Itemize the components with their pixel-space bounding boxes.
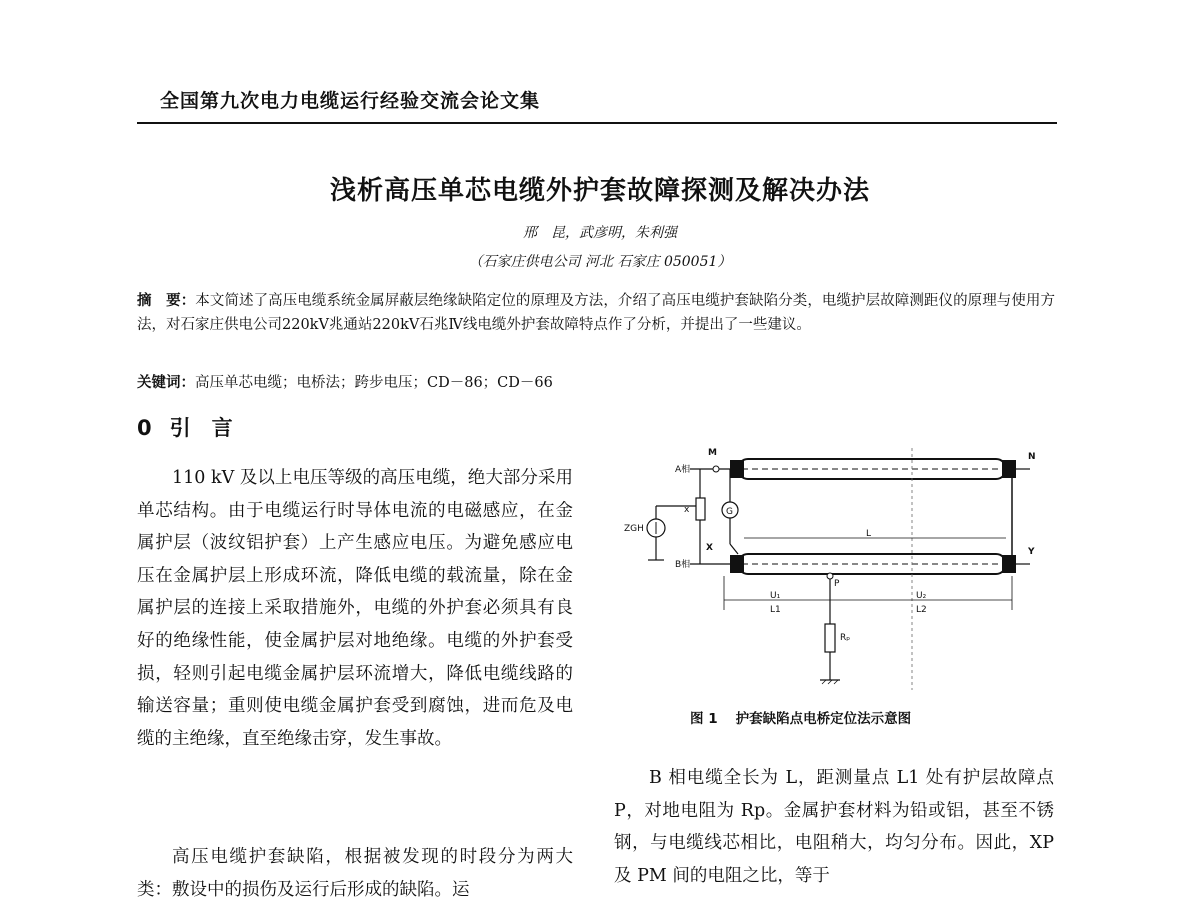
label-galvanometer: G	[726, 507, 733, 517]
paper-title: 浅析高压单芯电缆外护套故障探测及解决办法	[329, 176, 870, 206]
galv-wire-join	[730, 544, 738, 554]
terminal-m	[713, 466, 719, 472]
fault-point	[827, 573, 833, 579]
figure-number: 图 1	[690, 711, 718, 727]
cable-a-end-right	[1002, 460, 1016, 478]
paper-authors: 邢 昆，武彦明，朱利强	[523, 225, 677, 241]
paragraph-right-1: B 相电缆全长为 L，距测量点 L1 处有护层故障点 P，对地电阻为 Rp。金属护套材料为铅或铝，甚至不锈钢，与电缆线芯相比，电阻稍大，均匀分布。因此，XP 及 PM 间的电阻之比，等于	[614, 768, 1054, 886]
cable-b-end-left	[730, 555, 744, 573]
figure-caption-text: 护套缺陷点电桥定位法示意图	[735, 711, 912, 727]
resistor-rp	[825, 624, 835, 652]
paper-affiliation: （石家庄供电公司 河北 石家庄 050051）	[468, 254, 732, 270]
abstract	[137, 289, 1055, 337]
label-u1: U₁	[770, 591, 781, 601]
label-phase-b: B相	[675, 560, 691, 570]
label-u2: U₂	[916, 591, 927, 601]
section-heading	[137, 412, 233, 442]
label-l2: L2	[916, 605, 927, 615]
label-phase-a: A相	[675, 465, 691, 475]
keywords-label: 关键词：	[137, 375, 195, 391]
label-fault-point: P	[834, 579, 840, 589]
figure-bridge-diagram	[620, 440, 1060, 700]
label-x: X	[706, 543, 713, 553]
label-x-res: x	[684, 505, 690, 515]
cable-a-end-left	[730, 460, 744, 478]
section-number: 0	[137, 416, 152, 440]
section-title: 引 言	[169, 416, 233, 440]
paragraph-intro-2: 高压电缆护套缺陷，根据被发现的时段分为两大类：敷设中的损伤及运行后形成的缺陷。运	[137, 847, 573, 900]
header-rule	[137, 122, 1057, 124]
keywords	[137, 371, 1055, 395]
keywords-text: 高压单芯电缆；电桥法；跨步电压；CD－86；CD－66	[195, 375, 553, 391]
label-l1: L1	[770, 605, 781, 615]
running-header: 全国第九次电力电缆运行经验交流会论文集	[160, 90, 541, 112]
resistor-x	[696, 498, 705, 520]
abstract-text: 本文简述了高压电缆系统金属屏蔽层绝缘缺陷定位的原理及方法，介绍了高压电缆护套缺陷分类，电缆护层故障测距仪的原理与使用方法，对石家庄供电公司220kV兆通站220kV石兆Ⅳ线电缆外护套故障特点作了分析，并提出了一些建议。	[137, 293, 1056, 333]
abstract-label: 摘 要：	[137, 293, 196, 309]
figure-caption	[690, 707, 911, 727]
label-zgh: ZGH	[624, 524, 644, 534]
label-m: M	[708, 448, 717, 458]
label-n: N	[1028, 452, 1036, 462]
paragraph-intro-1: 110 kV 及以上电压等级的高压电缆，绝大部分采用单芯结构。由于电缆运行时导体电流的电磁感应，在金属护层（波纹铝护套）上产生感应电压。为避免感应电压在金属护层上形成环流，降低电缆的载流量，除在金属护层的连接上采取措施外，电缆的外护套必须具有良好的绝缘性能，使金属护层对地绝缘。电缆的外护套受损，轻则引起电缆金属护层环流增大，降低电缆线路的输送容量；重则使电缆金属护套受到腐蚀，进而危及电缆的主绝缘，直至绝缘击穿，发生事故。	[137, 468, 573, 749]
label-length: L	[866, 529, 872, 539]
label-y: Y	[1028, 547, 1035, 557]
cable-b-end-right	[1002, 555, 1016, 573]
label-rp: Rₚ	[840, 633, 851, 643]
